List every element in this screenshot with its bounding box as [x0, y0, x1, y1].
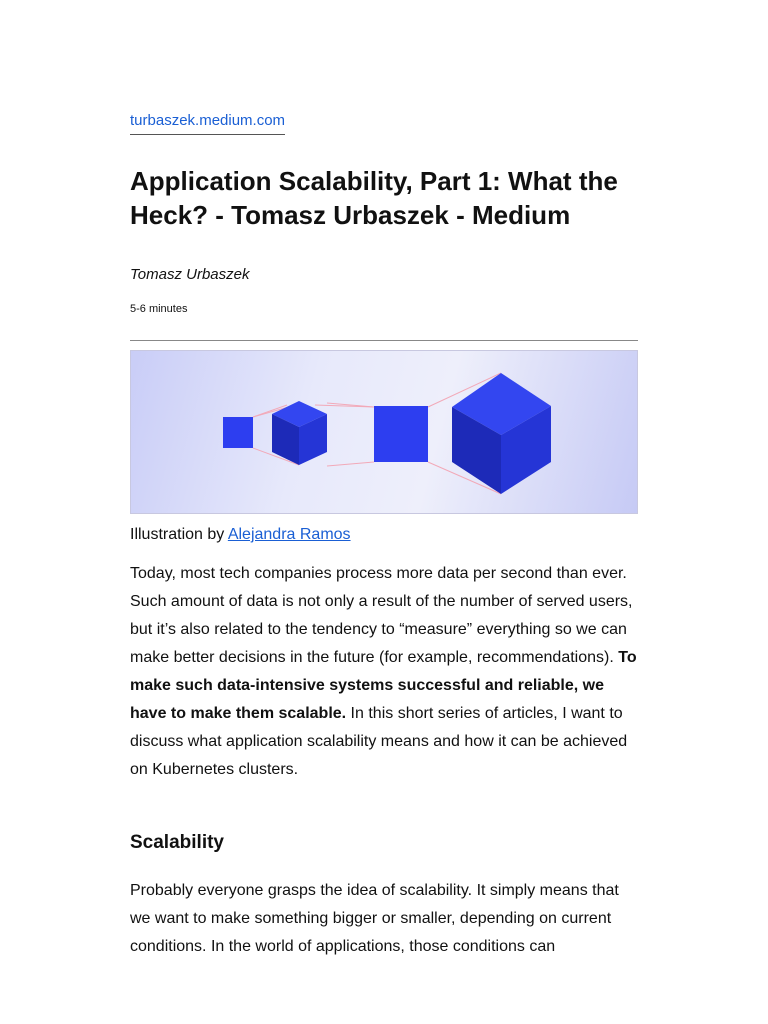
article-title: Application Scalability, Part 1: What the Heck? - Tomasz Urbaszek - Medium: [130, 166, 618, 230]
illustrator-link[interactable]: Alejandra Ramos: [227, 526, 351, 543]
small-square: [223, 417, 253, 448]
header-divider: [130, 340, 638, 341]
intro-text-1: Today, most tech companies process more data per second than ever. Such amount of data is not only a result of the number of served users, but it’s also related to the tendency to “measure” everything so we can make better decisions in the future (for example, recommendations).: [130, 565, 633, 666]
section-heading-scalability: Scalability: [130, 832, 224, 853]
caption-prefix: Illustration by: [130, 526, 228, 543]
intro-text-2: In this short series of articles, I want to discuss what application scalability means and how it can be achieved on Kubernetes clusters.: [130, 705, 628, 778]
large-cube: [452, 373, 551, 494]
article-author: Tomasz Urbaszek: [130, 266, 250, 283]
intro-paragraph: [130, 560, 642, 784]
read-time: 5-6 minutes: [130, 303, 188, 315]
small-cube: [272, 401, 327, 465]
scaling-cubes-illustration: [131, 351, 638, 514]
large-square: [374, 406, 428, 462]
image-caption: [130, 525, 351, 545]
source-domain-link[interactable]: turbaszek.medium.com: [130, 112, 285, 135]
intro-bold-text: To make such data-intensive systems successful and reliable, we have to make them scalable.: [130, 649, 637, 722]
scalability-paragraph: Probably everyone grasps the idea of scalability. It simply means that we want to make something bigger or smaller, depending on current conditions. In the world of applications, those conditions can: [130, 882, 619, 955]
hero-illustration: [130, 350, 638, 514]
